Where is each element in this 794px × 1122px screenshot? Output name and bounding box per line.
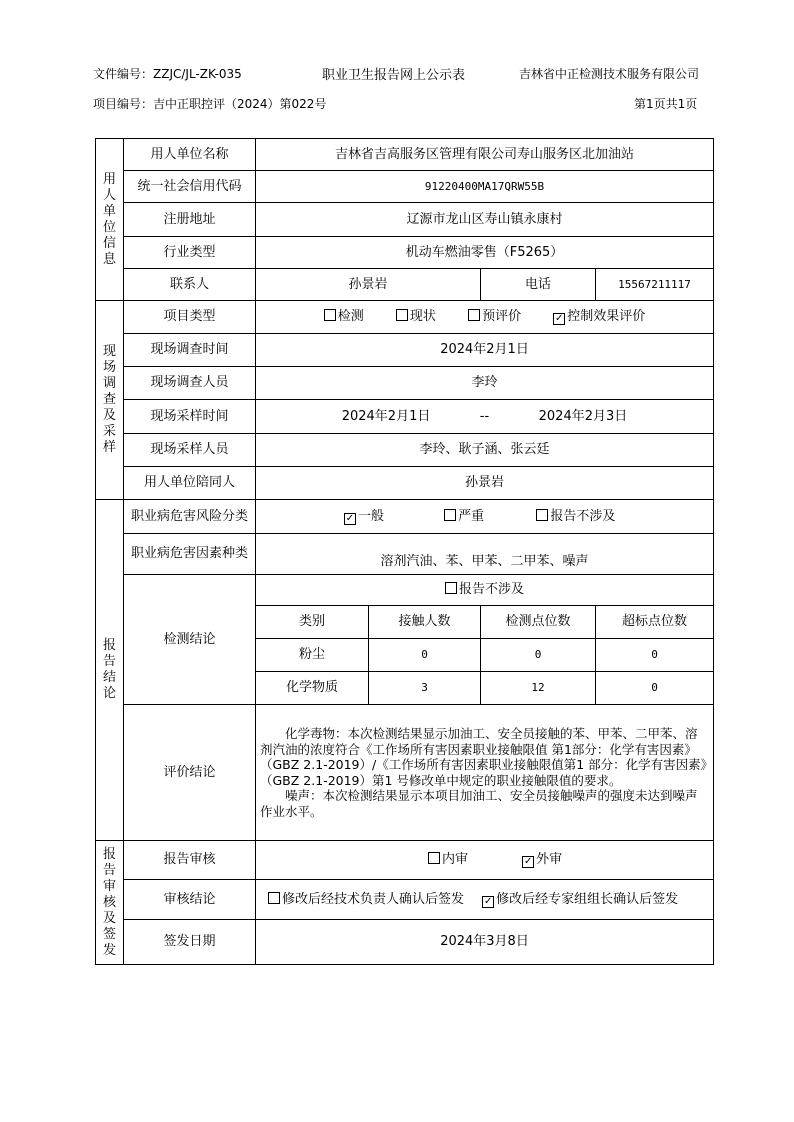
project-type-options [256, 301, 714, 334]
survey-time-value: 2024年2月1日 [256, 334, 714, 367]
option-internal-audit[interactable] [428, 852, 468, 867]
table-cell: 0 [596, 672, 714, 705]
row-employer-name [96, 139, 714, 171]
option-label: 内审 [442, 852, 469, 867]
section-conclusion [96, 500, 124, 841]
evaluation-chemical: 化学毒物：本次检测结果显示加油工、安全员接触的苯、甲苯、二甲苯、溶剂汽油的浓度符合《工作场所有害因素职业接触限值 第1部分：化学有害因素》（GBZ 2.1-2019）/《工作场所有害因素职业接触限值第1 部分：化学有害因素》（GBZ 2.1-2019）第1 号修改单中规定的职业接触限值的要求。 [260, 726, 707, 788]
checkbox[interactable] [396, 309, 408, 321]
option-pre-evaluation[interactable] [468, 309, 521, 324]
checkbox[interactable] [445, 582, 457, 594]
checkbox[interactable] [444, 509, 456, 521]
address-value: 辽源市龙山区寿山镇永康村 [256, 203, 714, 237]
evaluation-noise: 噪声：本次检测结果显示本项目加油工、安全员接触噪声的强度未达到噪声作业水平。 [260, 788, 698, 819]
option-not-involved[interactable] [536, 509, 615, 524]
section-employer-label: 用人单位信息 [102, 171, 116, 267]
option-label: 修改后经专家组组长确认后签发 [496, 891, 679, 907]
escort-value: 孙景岩 [256, 467, 714, 500]
project-number: 项目编号：吉中正职控评（2024）第022号 [93, 97, 327, 111]
checkbox[interactable] [324, 309, 336, 321]
hazard-factors-value: 溶剂汽油、苯、甲苯、二甲苯、噪声 [256, 534, 714, 575]
issue-date-value: 2024年3月8日 [256, 920, 714, 965]
section-survey [96, 301, 124, 500]
option-control-effect-evaluation[interactable] [553, 309, 645, 324]
escort-label: 用人单位陪同人 [124, 467, 256, 500]
option-expert-lead-confirm[interactable] [482, 892, 678, 907]
page-number: 第1页共1页 [634, 97, 698, 111]
industry-label: 行业类型 [124, 237, 256, 269]
phone-value: 15567211117 [596, 269, 714, 301]
section-conclusion-label: 报告结论 [102, 638, 116, 701]
checkbox-checked[interactable]: ✓ [555, 313, 564, 324]
option-external-audit[interactable] [522, 852, 562, 867]
option-label: 报告不涉及 [459, 582, 525, 597]
section-review [96, 841, 124, 965]
project-type-label: 项目类型 [124, 301, 256, 334]
surveyor-value: 李玲 [256, 367, 714, 400]
contact-value: 孙景岩 [256, 269, 481, 301]
survey-time-label: 现场调查时间 [124, 334, 256, 367]
table-cell: 3 [369, 672, 481, 705]
option-label: 控制效果评价 [567, 309, 646, 324]
audit-result-label: 审核结论 [124, 880, 256, 920]
address-label: 注册地址 [124, 203, 256, 237]
employer-name-value: 吉林省吉高服务区管理有限公司寿山服务区北加油站 [256, 139, 714, 171]
risk-class-options [256, 500, 714, 534]
option-label: 外审 [536, 852, 563, 867]
table-cell: 0 [481, 639, 596, 672]
option-label: 严重 [458, 508, 485, 524]
audit-options [256, 841, 714, 880]
company-name: 吉林省中正检测技术服务有限公司 [519, 67, 700, 81]
column-header: 类别 [256, 606, 369, 639]
checkbox[interactable] [268, 892, 280, 904]
option-label: 一般 [358, 508, 385, 524]
disclosure-table [95, 138, 714, 965]
option-label: 现状 [409, 309, 436, 324]
checkbox-checked[interactable]: ✓ [523, 856, 533, 867]
sampling-start: 2024年2月1日 [341, 408, 431, 424]
industry-value: 机动车燃油零售（F5265） [256, 237, 714, 269]
sampler-label: 现场采样人员 [124, 434, 256, 467]
checkbox-checked[interactable]: ✓ [345, 512, 355, 524]
sampling-end: 2024年2月3日 [538, 408, 628, 424]
employer-name-label: 用人单位名称 [124, 139, 256, 171]
hazard-factors-label: 职业病危害因素种类 [124, 534, 256, 575]
table-cell: 0 [369, 639, 481, 672]
contact-label: 联系人 [124, 269, 256, 301]
column-header: 检测点位数 [481, 606, 596, 639]
phone-label: 电话 [481, 269, 596, 301]
column-header: 超标点位数 [596, 606, 714, 639]
checkbox[interactable] [468, 309, 480, 321]
evaluation-text [256, 705, 714, 841]
checkbox[interactable] [428, 852, 440, 864]
surveyor-label: 现场调查人员 [124, 367, 256, 400]
checkbox-checked[interactable]: ✓ [483, 895, 493, 907]
option-tech-lead-confirm[interactable] [268, 892, 464, 907]
section-review-label: 报告审核及签发 [102, 846, 116, 958]
table-cell: 0 [596, 639, 714, 672]
sampling-time-label: 现场采样时间 [124, 400, 256, 434]
option-severe[interactable] [444, 509, 484, 524]
risk-class-label: 职业病危害风险分类 [124, 500, 256, 534]
option-detection[interactable] [324, 309, 364, 324]
option-label: 检测 [337, 309, 364, 324]
checkbox[interactable] [536, 509, 548, 521]
section-survey-label: 现场调查及采样 [102, 344, 116, 455]
option-label: 预评价 [482, 309, 522, 324]
audit-result-options [256, 880, 714, 920]
document-title: 职业卫生报告网上公示表 [322, 68, 466, 83]
option-not-involved[interactable] [445, 582, 524, 597]
sampling-separator: -- [479, 408, 490, 424]
table-cell: 12 [481, 672, 596, 705]
credit-code-label: 统一社会信用代码 [124, 171, 256, 203]
issue-date-label: 签发日期 [124, 920, 256, 965]
table-cell: 化学物质 [256, 672, 369, 705]
file-number: 文件编号：ZZJC/JL-ZK-035 [93, 67, 242, 81]
detection-label: 检测结论 [124, 575, 256, 705]
option-label: 报告不涉及 [550, 508, 616, 524]
credit-code-value: 91220400MA17QRW55B [256, 171, 714, 203]
option-general[interactable] [344, 509, 384, 524]
option-current-status[interactable] [396, 309, 436, 324]
audit-label: 报告审核 [124, 841, 256, 880]
table-cell: 粉尘 [256, 639, 369, 672]
option-label: 修改后经技术负责人确认后签发 [282, 891, 465, 907]
sampling-time-value [256, 400, 714, 434]
evaluation-label: 评价结论 [124, 705, 256, 841]
section-employer [96, 139, 124, 301]
column-header: 接触人数 [369, 606, 481, 639]
detection-not-involved [256, 575, 714, 606]
sampler-value: 李玲、耿子涵、张云廷 [256, 434, 714, 467]
